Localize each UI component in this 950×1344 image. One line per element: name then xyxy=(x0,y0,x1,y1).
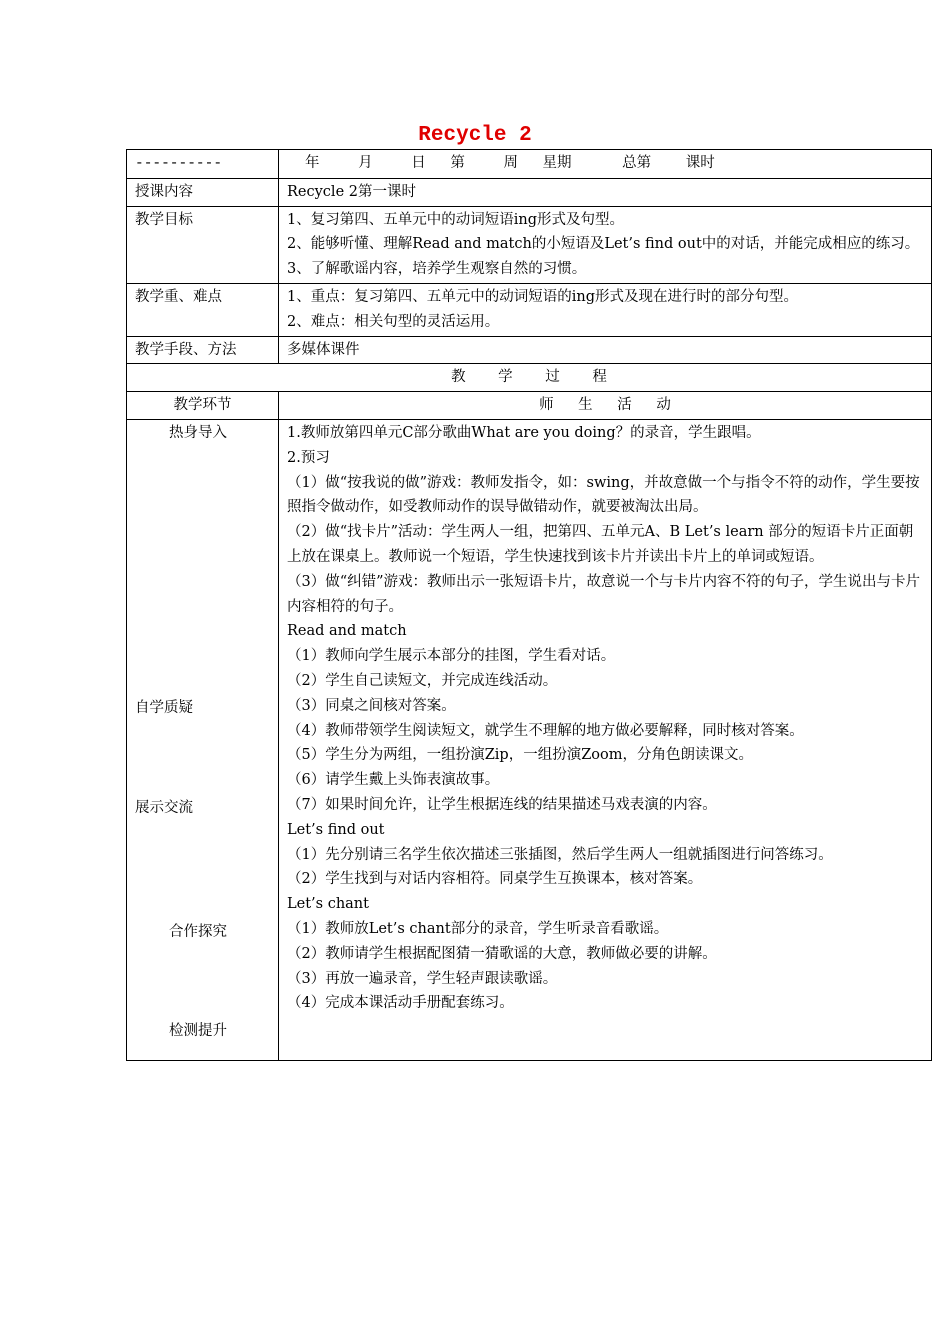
activity-line: （1）做“按我说的做”游戏：教师发指令，如：swing，并故意做一个与指令不符的动作，学生要按照指令做动作，如受教师动作的误导做错动作，就要被淘汰出局。 xyxy=(287,474,920,516)
activity-line: （1）教师放Let’s chant部分的录音，学生听录音看歌谣。 xyxy=(287,920,669,937)
header-dashes: ---------- xyxy=(127,150,279,179)
activity-line: （1）先分别请三名学生依次描述三张插图，然后学生两人一组就插图进行问答练习。 xyxy=(287,846,833,863)
header-row xyxy=(127,150,932,179)
process-body-row xyxy=(127,419,932,1060)
stage-test: 检测提升 xyxy=(169,1022,227,1039)
activity-line: （2）教师请学生根据配图猜一猜歌谣的大意，教师做必要的讲解。 xyxy=(287,945,717,962)
keypoints-list xyxy=(279,283,932,336)
process-header-row xyxy=(127,364,932,392)
activity-line: （2）做“找卡片”活动：学生两人一组，把第四、五单元A、B Let’s learn 部分的短语卡片正面朝上放在课桌上。教师说一个短语，学生快速找到该卡片并读出卡片上的单词或短语。 xyxy=(287,524,914,565)
goals-label: 教学目标 xyxy=(127,206,279,283)
lesson-plan-table xyxy=(126,149,932,1061)
activity-line: （2）学生找到与对话内容相符。同桌学生互换课本，核对答案。 xyxy=(287,871,703,888)
stage-labels-cell xyxy=(127,419,279,1060)
activity-line: （3）再放一遍录音，学生轻声跟读歌谣。 xyxy=(287,970,558,987)
activity-line: （3）做“纠错”游戏：教师出示一张短语卡片，故意说一个与卡片内容不符的句子，学生说出与卡片内容相符的句子。 xyxy=(287,573,921,615)
di-label: 第 xyxy=(450,155,465,171)
keypoint-item: 2、难点：相关句型的灵活运用。 xyxy=(287,313,500,330)
keypoints-label: 教学重、难点 xyxy=(127,283,279,336)
day-label: 日 xyxy=(411,155,426,171)
activity-line: 1.教师放第四单元C部分歌曲What are you doing？的录音，学生跟唱。 xyxy=(287,424,761,441)
activity-column-header: 师 生 活 动 xyxy=(279,392,932,420)
methods-row xyxy=(127,336,932,364)
activity-line: （1）教师向学生展示本部分的挂图，学生看对话。 xyxy=(287,648,616,665)
goal-item: 3、了解歌谣内容，培养学生观察自然的习惯。 xyxy=(287,261,587,278)
activity-line: （7）如果时间允许，让学生根据连线的结果描述马戏表演的内容。 xyxy=(287,796,717,813)
total-label: 总第 xyxy=(622,155,652,171)
date-fields xyxy=(279,150,932,179)
activity-line: （3）同桌之间核对答案。 xyxy=(287,697,456,714)
keypoints-row xyxy=(127,283,932,336)
keypoint-item: 1、重点：复习第四、五单元中的动词短语的ing形式及现在进行时的部分句型。 xyxy=(287,288,798,305)
activity-line: （6）请学生戴上头饰表演故事。 xyxy=(287,772,500,789)
stage-column-header: 教学环节 xyxy=(127,392,279,420)
document-title: Recycle 2 xyxy=(418,124,532,147)
activities-cell xyxy=(279,419,932,1060)
content-value: Recycle 2第一课时 xyxy=(279,178,932,206)
goal-item: 2、能够听懂、理解Read and match的小短语及Let’s find out中的对话，并能完成相应的练习。 xyxy=(287,236,920,253)
lesson-label: 课时 xyxy=(685,155,715,171)
section-heading: Let’s chant xyxy=(287,896,369,913)
month-label: 月 xyxy=(358,155,373,171)
weekday-label: 星期 xyxy=(542,155,572,171)
year-label: 年 xyxy=(305,155,320,171)
content-label: 授课内容 xyxy=(127,178,279,206)
methods-value: 多媒体课件 xyxy=(279,336,932,364)
goals-list xyxy=(279,206,932,283)
week-label: 周 xyxy=(503,155,518,171)
activity-line: 2.预习 xyxy=(287,449,330,466)
process-header: 教 学 过 程 xyxy=(127,364,932,392)
process-columns-row xyxy=(127,392,932,420)
methods-label: 教学手段、方法 xyxy=(127,336,279,364)
section-heading: Read and match xyxy=(287,623,407,640)
section-heading: Let’s find out xyxy=(287,821,385,838)
stage-cooperate: 合作探究 xyxy=(169,923,227,940)
content-row xyxy=(127,178,932,206)
activity-line: （2）学生自己读短文，并完成连线活动。 xyxy=(287,672,558,689)
activity-line: （4）完成本课活动手册配套练习。 xyxy=(287,995,514,1012)
goal-item: 1、复习第四、五单元中的动词短语ing形式及句型。 xyxy=(287,211,624,228)
stage-warmup: 热身导入 xyxy=(169,424,227,441)
goals-row xyxy=(127,206,932,283)
stage-display: 展示交流 xyxy=(135,799,193,816)
activity-line: （4）教师带领学生阅读短文，就学生不理解的地方做必要解释，同时核对答案。 xyxy=(287,722,804,739)
activity-line: （5）学生分为两组，一组扮演Zip，一组扮演Zoom，分角色朗读课文。 xyxy=(287,747,754,764)
stage-selfstudy: 自学质疑 xyxy=(135,699,193,716)
